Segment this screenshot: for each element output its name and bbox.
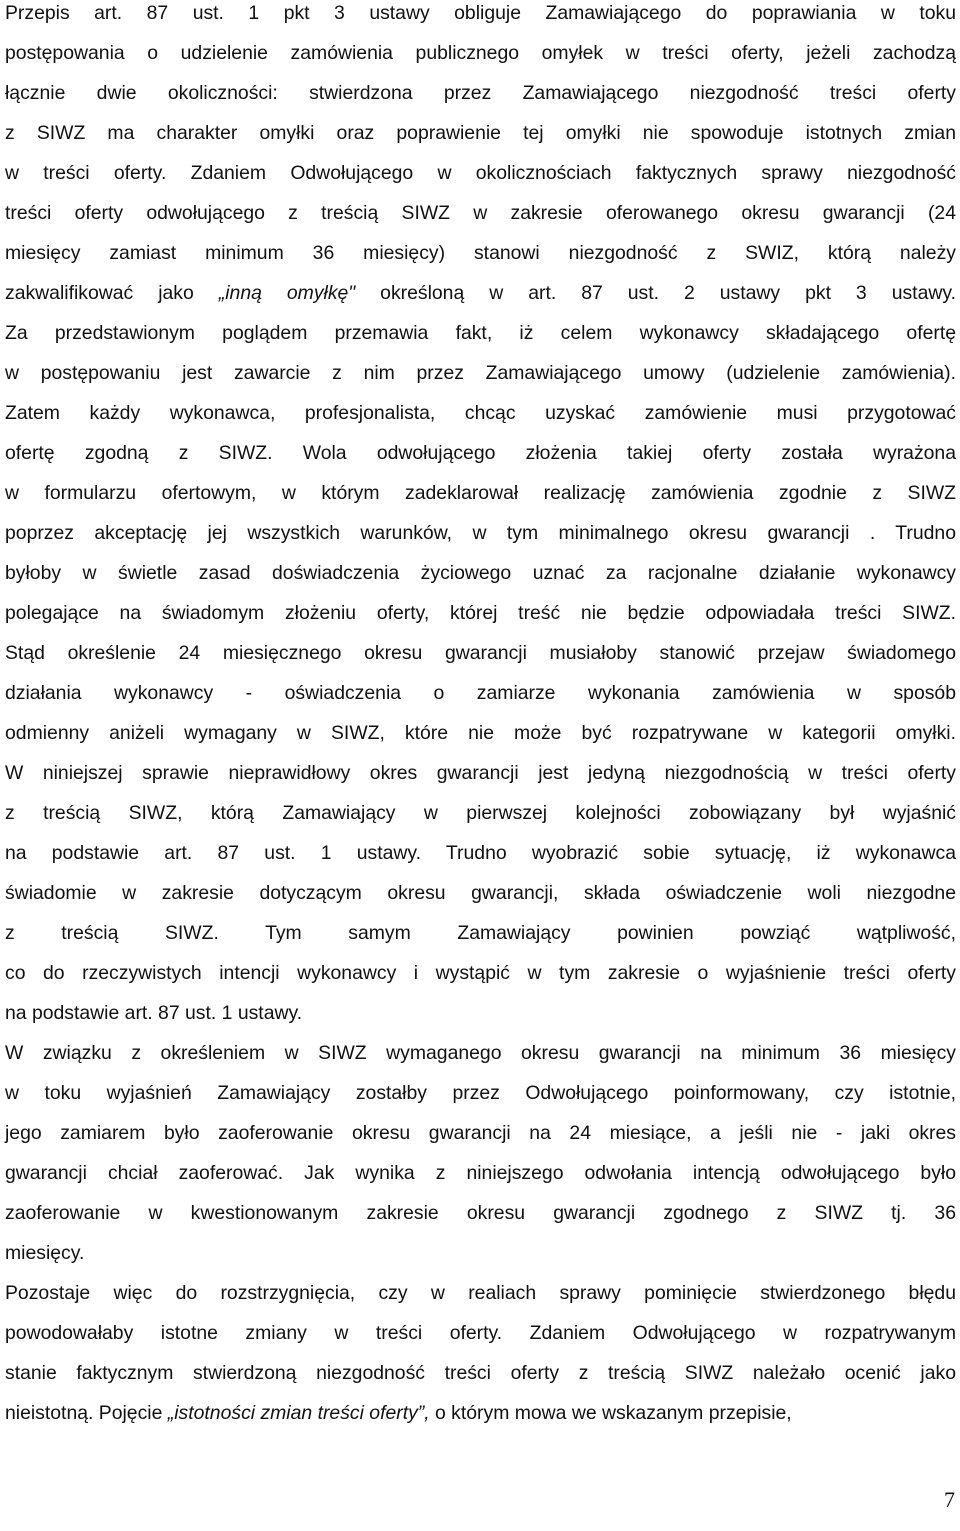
text-segment: nieistotną. Pojęcie [5,1402,168,1424]
text-line: odmienny aniżeli wymagany w SIWZ, które nie może być rozpatrywane w kategorii omyłki. [5,722,956,744]
text-line: Stąd określenie 24 miesięcznego okresu gwarancji musiałoby stanowić przejaw świadomego [5,642,956,664]
text-line: ofertę zgodną z SIWZ. Wola odwołującego złożenia takiej oferty została wyrażona [5,442,956,464]
page-number: 7 [944,1487,955,1512]
text-line: miesięcy zamiast minimum 36 miesięcy) stanowi niezgodność z SWIZ, którą należy [5,242,956,264]
text-line: w treści oferty. Zdaniem Odwołującego w okolicznościach faktycznych sprawy niezgodność [5,162,956,184]
text-line: z treścią SIWZ, którą Zamawiający w pierwszej kolejności zobowiązany był wyjaśnić [5,802,956,824]
text-line [5,273,956,313]
text-line: z SIWZ ma charakter omyłki oraz poprawienie tej omyłki nie spowoduje istotnych zmian [5,122,956,144]
text-line: powodowałaby istotne zmiany w treści oferty. Zdaniem Odwołującego w rozpatrywanym [5,1322,956,1344]
text-line: Pozostaje więc do rozstrzygnięcia, czy w realiach sprawy pominięcie stwierdzonego błędu [5,1282,956,1304]
italic-phrase: „inną omyłkę" [218,282,356,304]
text-line: w postępowaniu jest zawarcie z nim przez Zamawiającego umowy (udzielenie zamówienia). [5,362,956,384]
text-line: w toku wyjaśnień Zamawiający zostałby przez Odwołującego poinformowany, czy istotnie, [5,1082,956,1104]
text-line: treści oferty odwołującego z treścią SIWZ w zakresie oferowanego okresu gwarancji (24 [5,202,956,224]
text-segment: o którym mowa we wskazanym przepisie, [429,1402,792,1424]
paragraph-3 [5,1273,956,1433]
text-line: poprzez akceptację jej wszystkich warunków, w tym minimalnego okresu gwarancji . Trudno [5,522,956,544]
text-line: W związku z określeniem w SIWZ wymaganego okresu gwarancji na minimum 36 miesięcy [5,1042,956,1064]
text-line: miesięcy. [5,1242,85,1264]
text-segment: określoną w art. 87 ust. 2 ustawy pkt 3 ustawy. [355,282,956,304]
text-segment: zakwalifikować jako [5,282,219,304]
text-line [5,1393,956,1433]
text-line: zaoferowanie w kwestionowanym zakresie okresu gwarancji zgodnego z SIWZ tj. 36 [5,1202,956,1224]
italic-phrase: „istotności zmian treści oferty”, [167,1402,430,1424]
text-line: byłoby w świetle zasad doświadczenia życiowego uznać za racjonalne działanie wykonawcy [5,562,956,584]
text-line: działania wykonawcy - oświadczenia o zamiarze wykonania zamówienia w sposób [5,682,956,704]
text-line: w formularzu ofertowym, w którym zadeklarował realizację zamówienia zgodnie z SIWZ [5,482,956,504]
text-line: łącznie dwie okoliczności: stwierdzona przez Zamawiającego niezgodność treści oferty [5,82,956,104]
text-line: jego zamiarem było zaoferowanie okresu gwarancji na 24 miesiące, a jeśli nie - jaki okres [5,1122,956,1144]
body-text [5,0,956,1433]
text-line: na podstawie art. 87 ust. 1 ustawy. [5,1002,303,1024]
text-line: polegające na świadomym złożeniu oferty, której treść nie będzie odpowiadała treści SIWZ. [5,602,956,624]
text-line: Zatem każdy wykonawca, profesjonalista, chcąc uzyskać zamówienie musi przygotować [5,402,956,424]
text-line: Za przedstawionym poglądem przemawia fakt, iż celem wykonawcy składającego ofertę [5,322,956,344]
text-line: Przepis art. 87 ust. 1 pkt 3 ustawy obliguje Zamawiającego do poprawiania w toku [5,2,956,24]
text-line: co do rzeczywistych intencji wykonawcy i wystąpić w tym zakresie o wyjaśnienie treści oferty [5,962,956,984]
text-line: z treścią SIWZ. Tym samym Zamawiający powinien powziąć wątpliwość, [5,922,956,944]
paragraph-2 [5,1033,956,1273]
paragraph-1 [5,0,956,1033]
text-line: gwarancji chciał zaoferować. Jak wynika z niniejszego odwołania intencją odwołującego było [5,1162,956,1184]
text-line: postępowania o udzielenie zamówienia publicznego omyłek w treści oferty, jeżeli zachodzą [5,42,956,64]
text-line: na podstawie art. 87 ust. 1 ustawy. Trudno wyobrazić sobie sytuację, iż wykonawca [5,842,956,864]
text-line: świadomie w zakresie dotyczącym okresu gwarancji, składa oświadczenie woli niezgodne [5,882,956,904]
text-line: stanie faktycznym stwierdzoną niezgodność treści oferty z treścią SIWZ należało ocenić jako [5,1362,956,1384]
text-line: W niniejszej sprawie nieprawidłowy okres gwarancji jest jedyną niezgodnością w treści oferty [5,762,956,784]
